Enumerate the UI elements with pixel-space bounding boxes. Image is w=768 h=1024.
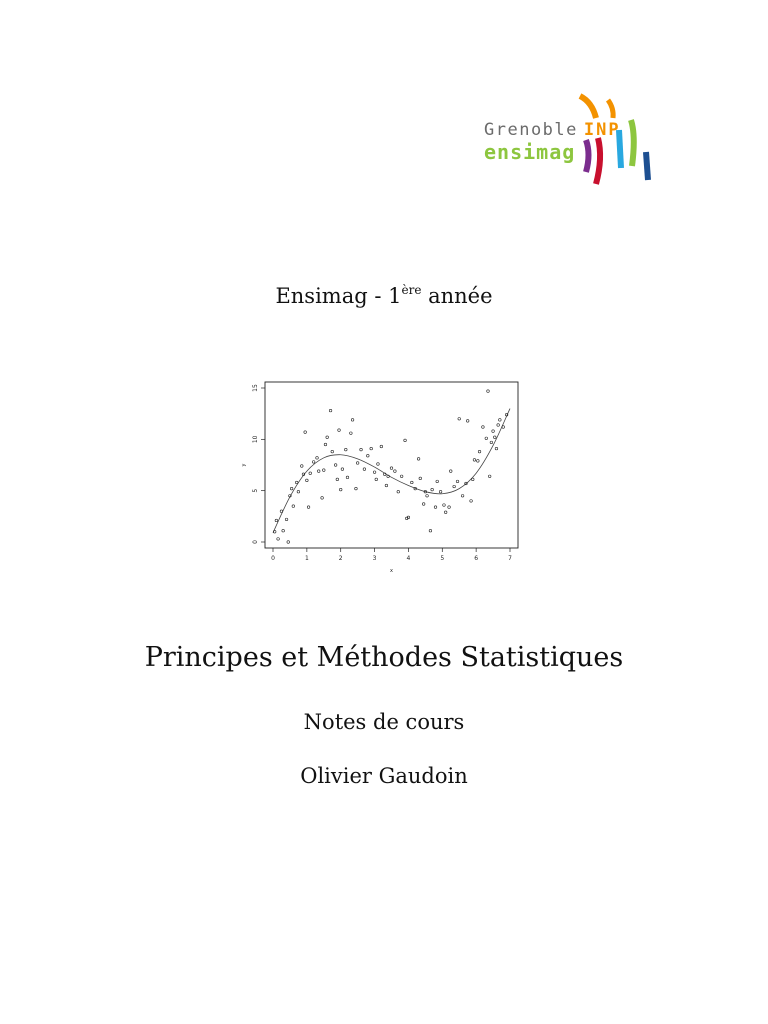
data-point — [461, 495, 464, 498]
data-point — [493, 436, 496, 439]
data-point — [375, 478, 378, 481]
data-point — [411, 481, 414, 484]
data-point — [473, 459, 476, 462]
data-point — [355, 487, 358, 490]
data-point — [394, 470, 397, 473]
data-point — [297, 490, 300, 493]
data-point — [443, 504, 446, 507]
data-point — [466, 420, 469, 423]
x-tick-label: 7 — [508, 555, 512, 562]
data-point — [470, 500, 473, 503]
data-point — [385, 484, 388, 487]
data-point — [321, 497, 324, 500]
data-point — [350, 432, 353, 435]
logo-grenoble-text: Grenoble INP — [484, 120, 621, 140]
data-point — [400, 475, 403, 478]
data-point — [453, 485, 456, 488]
data-point — [490, 441, 493, 444]
data-point — [478, 450, 481, 453]
data-point — [309, 472, 312, 475]
data-point — [449, 470, 452, 473]
subtitle-prefix: Ensimag - 1 — [275, 284, 402, 308]
data-point — [363, 468, 366, 471]
data-point — [344, 448, 347, 451]
x-axis-label: x — [390, 568, 393, 574]
data-point — [377, 463, 380, 466]
scatter-plot-figure — [236, 376, 532, 580]
data-point — [277, 538, 280, 541]
data-point — [370, 447, 373, 450]
data-point — [324, 443, 327, 446]
data-point — [339, 488, 342, 491]
data-point — [292, 505, 295, 508]
data-point — [419, 477, 422, 480]
x-tick-label: 5 — [440, 555, 445, 562]
data-point — [312, 461, 315, 464]
data-point — [431, 488, 434, 491]
data-point — [282, 529, 285, 532]
y-tick-label: 15 — [252, 384, 259, 392]
data-point — [502, 426, 505, 429]
data-point — [390, 467, 393, 470]
subtitle-superscript: ère — [401, 283, 422, 297]
data-point — [331, 450, 334, 453]
y-axis-label: y — [241, 463, 247, 467]
data-point — [322, 469, 325, 472]
data-point — [417, 458, 420, 461]
logo-ensimag-text: ensimag — [484, 140, 576, 164]
data-point — [448, 506, 451, 509]
y-tick-label: 5 — [252, 488, 259, 493]
document-subtitle: Notes de cours — [303, 710, 465, 734]
fitted-curve-line — [273, 409, 510, 533]
data-point — [404, 439, 407, 442]
y-tick-label: 10 — [252, 435, 259, 444]
data-point — [426, 495, 429, 498]
data-point — [397, 490, 400, 493]
data-point — [351, 419, 354, 422]
x-tick-label: 2 — [338, 555, 343, 562]
data-point — [326, 436, 329, 439]
data-point — [306, 479, 309, 482]
data-point — [499, 419, 502, 422]
data-point — [495, 447, 498, 450]
data-point — [434, 506, 437, 509]
data-point — [285, 518, 288, 521]
data-point — [334, 464, 337, 467]
data-point — [295, 481, 298, 484]
data-point — [275, 519, 278, 522]
data-point — [317, 470, 320, 473]
data-point — [492, 430, 495, 433]
data-point — [485, 437, 488, 440]
data-point — [287, 541, 290, 544]
data-point — [367, 454, 370, 457]
data-point — [471, 478, 474, 481]
data-point — [422, 503, 425, 506]
data-point — [458, 418, 461, 421]
x-tick-label: 1 — [304, 555, 309, 562]
data-point — [316, 457, 319, 460]
data-point — [356, 462, 359, 465]
course-level-subtitle — [0, 283, 768, 308]
data-point — [280, 510, 283, 513]
y-tick-label: 0 — [252, 540, 259, 544]
data-point — [487, 390, 490, 393]
scatter-plot-svg — [236, 376, 532, 580]
data-point — [307, 506, 310, 509]
data-point — [329, 409, 332, 412]
data-point — [477, 460, 480, 463]
data-point — [429, 529, 432, 532]
data-point — [346, 476, 349, 479]
document-title: Principes et Méthodes Statistiques — [144, 642, 624, 673]
data-point — [304, 431, 307, 434]
data-point — [488, 475, 491, 478]
data-point — [482, 426, 485, 429]
x-tick-label: 0 — [271, 555, 275, 562]
x-tick-label: 6 — [474, 555, 479, 562]
data-point — [300, 465, 303, 468]
data-point — [373, 471, 376, 474]
data-point — [336, 478, 339, 481]
subtitle-suffix: année — [421, 284, 493, 308]
data-point — [360, 448, 363, 451]
author-name: Olivier Gaudoin — [300, 764, 468, 788]
data-point — [436, 480, 439, 483]
data-point — [497, 424, 500, 427]
grenoble-inp-ensimag-logo — [480, 88, 660, 198]
x-tick-label: 3 — [372, 555, 377, 562]
data-point — [456, 480, 459, 483]
data-point — [439, 490, 442, 493]
data-point — [341, 468, 344, 471]
data-point — [290, 487, 293, 490]
data-point — [444, 511, 447, 514]
data-point — [380, 445, 383, 448]
x-tick-label: 4 — [406, 555, 411, 562]
data-point — [338, 429, 341, 432]
